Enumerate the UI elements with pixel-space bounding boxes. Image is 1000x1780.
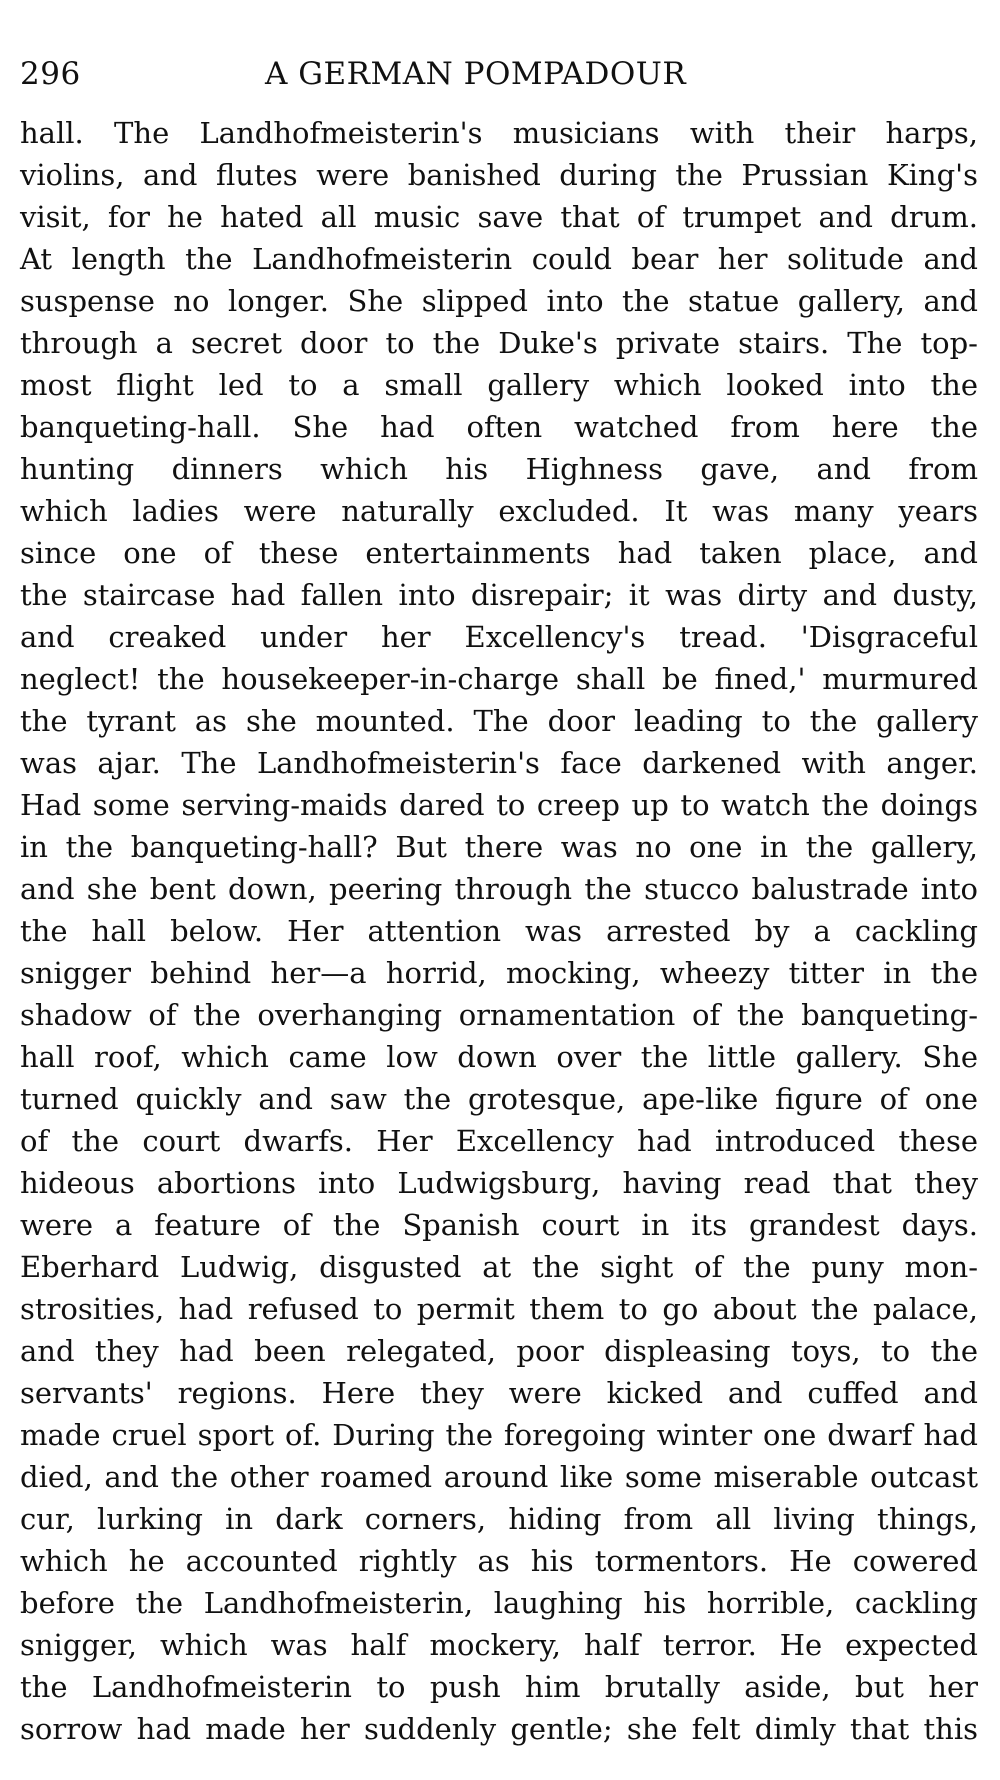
text-line: hall roof, which came low down over the little gallery. She	[20, 1040, 978, 1074]
text-line: suspense no longer. She slipped into the statue gallery, and	[20, 284, 978, 318]
text-line: hideous abortions into Ludwigsburg, having read that they	[20, 1166, 978, 1200]
text-line: sorrow had made her suddenly gentle; she felt dimly that this	[20, 1712, 978, 1746]
text-line: servants' regions. Here they were kicked and cuffed and	[20, 1376, 978, 1410]
text-line: turned quickly and saw the grotesque, ape-like figure of one	[20, 1082, 978, 1116]
text-line: the tyrant as she mounted. The door leading to the gallery	[20, 704, 978, 738]
text-line: the staircase had fallen into disrepair; it was dirty and dusty,	[20, 578, 978, 612]
text-line: snigger behind her—a horrid, mocking, wheezy titter in the	[20, 956, 978, 990]
text-line: At length the Landhofmeisterin could bear her solitude and	[20, 242, 978, 276]
text-line: hunting dinners which his Highness gave, and from	[20, 452, 978, 486]
page-number: 296	[20, 56, 81, 92]
body-text	[20, 112, 978, 1750]
text-line: which ladies were naturally excluded. It was many years	[20, 494, 978, 528]
text-line: in the banqueting-hall? But there was no one in the gallery,	[20, 830, 978, 864]
text-line: made cruel sport of. During the foregoing winter one dwarf had	[20, 1418, 978, 1452]
text-line: Eberhard Ludwig, disgusted at the sight of the puny mon-	[20, 1250, 978, 1284]
text-line: since one of these entertainments had taken place, and	[20, 536, 978, 570]
text-line: which he accounted rightly as his tormentors. He cowered	[20, 1544, 978, 1578]
page-header	[20, 52, 978, 96]
text-line: through a secret door to the Duke's private stairs. The top-	[20, 326, 978, 360]
text-line: shadow of the overhanging ornamentation of the banqueting-	[20, 998, 978, 1032]
text-line: and they had been relegated, poor displeasing toys, to the	[20, 1334, 978, 1368]
text-line: visit, for he hated all music save that of trumpet and drum.	[20, 200, 978, 234]
text-line: cur, lurking in dark corners, hiding from all living things,	[20, 1502, 978, 1536]
text-line: hall. The Landhofmeisterin's musicians with their harps,	[20, 116, 978, 150]
running-head: A GERMAN POMPADOUR	[265, 56, 687, 92]
text-line: violins, and flutes were banished during the Prussian King's	[20, 158, 978, 192]
text-line: Had some serving-maids dared to creep up to watch the doings	[20, 788, 978, 822]
text-line: snigger, which was half mockery, half terror. He expected	[20, 1628, 978, 1662]
text-line: the hall below. Her attention was arrested by a cackling	[20, 914, 978, 948]
text-line: before the Landhofmeisterin, laughing his horrible, cackling	[20, 1586, 978, 1620]
text-line: banqueting-hall. She had often watched from here the	[20, 410, 978, 444]
text-line: and creaked under her Excellency's tread. 'Disgraceful	[20, 620, 978, 654]
text-line: of the court dwarfs. Her Excellency had introduced these	[20, 1124, 978, 1158]
text-line: the Landhofmeisterin to push him brutally aside, but her	[20, 1670, 978, 1704]
text-line: strosities, had refused to permit them to go about the palace,	[20, 1292, 978, 1326]
text-line: most flight led to a small gallery which looked into the	[20, 368, 978, 402]
text-line: died, and the other roamed around like some miserable outcast	[20, 1460, 978, 1494]
text-line: neglect! the housekeeper-in-charge shall be fined,' murmured	[20, 662, 978, 696]
text-line: was ajar. The Landhofmeisterin's face darkened with anger.	[20, 746, 978, 780]
text-line: and she bent down, peering through the stucco balustrade into	[20, 872, 978, 906]
text-line: were a feature of the Spanish court in its grandest days.	[20, 1208, 978, 1242]
